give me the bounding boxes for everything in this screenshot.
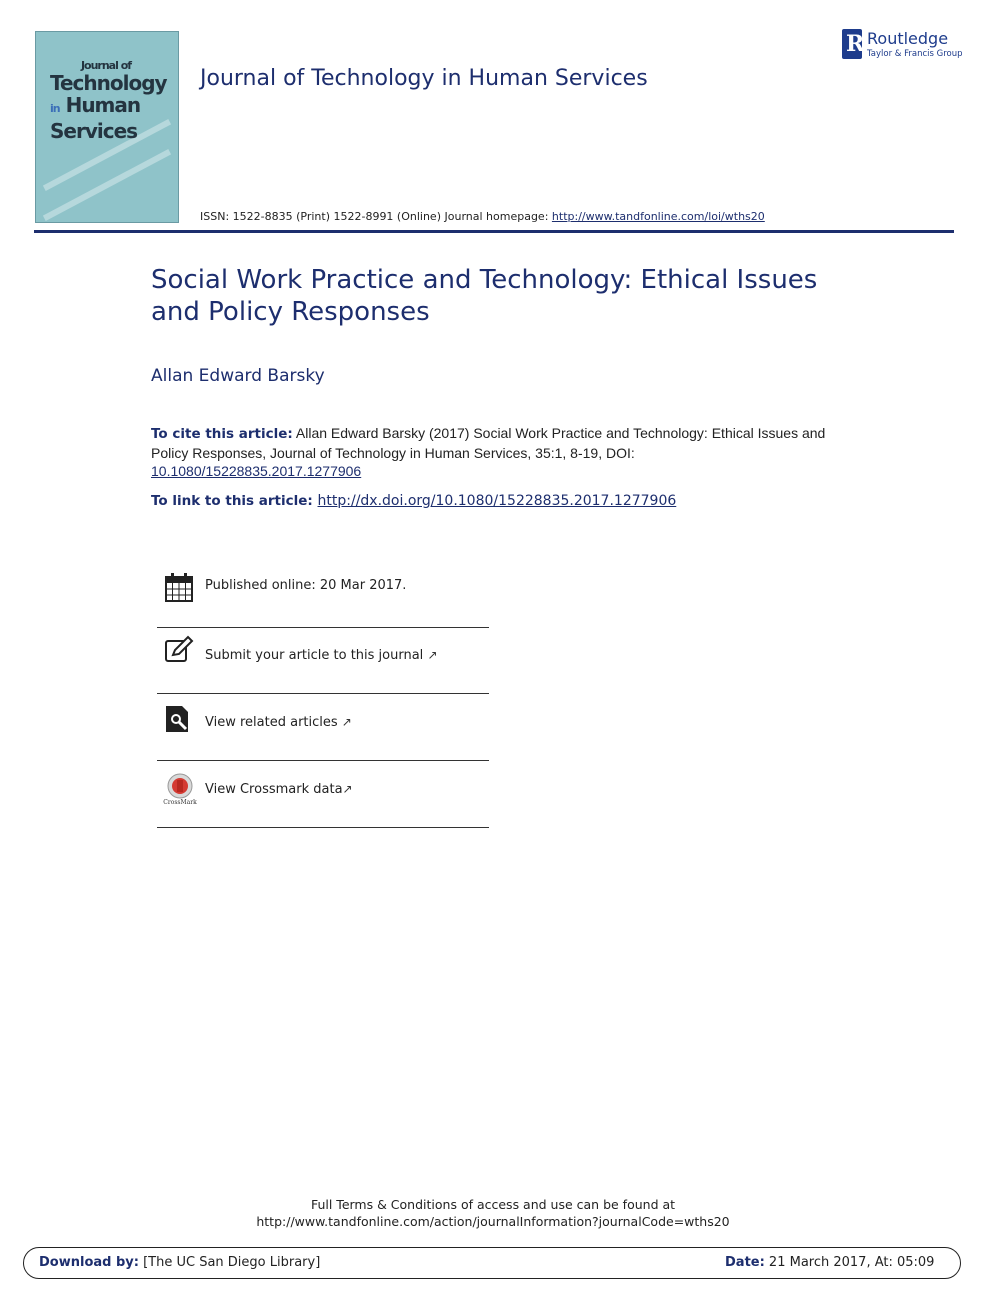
publisher-name: Routledge [867,29,949,48]
terms-url[interactable]: http://www.tandfonline.com/action/journalInformation?journalCode=wths20 [256,1214,730,1229]
header-divider [34,230,954,233]
published-online-item [157,578,489,644]
crossmark-link[interactable] [205,782,353,797]
routledge-r-icon: R [842,29,862,59]
citation-label: To cite this article: [151,426,293,442]
journal-cover-image [35,31,179,223]
svg-text:CrossMark: CrossMark [163,799,197,806]
download-date [725,1255,934,1270]
related-articles-link[interactable] [205,715,352,730]
article-doi-link[interactable]: http://dx.doi.org/10.1080/15228835.2017.1277906 [317,493,677,509]
crossmark-icon [165,773,195,805]
related-articles-item[interactable] [157,715,489,781]
publisher-subtitle: Taylor & Francis Group [867,49,963,59]
submit-article-label: Submit your article to this journal [205,648,424,663]
search-document-icon [165,705,191,733]
article-link-label: To link to this article: [151,493,318,509]
download-by-label: Download by: [39,1255,139,1270]
cover-title-line: Human [65,93,141,117]
journal-title[interactable]: Journal of Technology in Human Services [200,66,648,91]
list-divider [157,760,489,761]
cover-decoration [43,149,171,221]
list-divider [157,627,489,628]
download-date-label: Date: [725,1255,765,1270]
issn-line [200,210,765,223]
list-divider [157,827,489,828]
published-online-text: Published online: 20 Mar 2017. [205,578,407,593]
issn-text: ISSN: 1522-8835 (Print) 1522-8991 (Online) Journal homepage: [200,210,552,223]
download-by [39,1255,320,1270]
submit-article-link[interactable] [205,648,438,663]
citation-block [151,424,831,481]
cover-title-line: Journal of [80,59,132,72]
download-info-bar [23,1247,961,1279]
terms-text: Full Terms & Conditions of access and use can be found at [310,1197,676,1212]
external-link-icon: ↗ [341,715,352,729]
article-title-line: Social Work Practice and Technology: Ethical Issues [151,265,818,295]
submit-article-item[interactable] [157,648,489,714]
crossmark-item[interactable] [157,782,489,848]
cover-title-line: Services [50,119,138,143]
article-author[interactable]: Allan Edward Barsky [151,366,325,386]
citation-text: Allan Edward Barsky (2017) Social Work Practice and Technology: Ethical Issues and Policy Responses, Journal of Technology in Human Services, 35:1, 8-19, DOI: [151,425,826,461]
external-link-icon: ↗ [427,648,438,662]
terms-and-conditions [0,1196,986,1230]
list-divider [157,693,489,694]
related-articles-label: View related articles [205,715,338,730]
external-link-icon: ↗ [342,782,353,796]
download-by-value: [The UC San Diego Library] [138,1255,321,1270]
cover-title-line: in [50,102,60,115]
cover-title [50,59,167,143]
edit-icon [165,638,193,664]
calendar-icon [165,572,193,602]
article-title [151,264,871,328]
cover-title-line: Technology [50,71,167,95]
article-link-line [151,493,676,509]
citation-doi-link[interactable]: 10.1080/15228835.2017.1277906 [151,463,362,479]
article-title-line: and Policy Responses [151,297,430,327]
crossmark-label: View Crossmark data [205,782,343,797]
download-date-value: 21 March 2017, At: 05:09 [764,1255,935,1270]
journal-homepage-link[interactable]: http://www.tandfonline.com/loi/wths20 [551,210,765,223]
